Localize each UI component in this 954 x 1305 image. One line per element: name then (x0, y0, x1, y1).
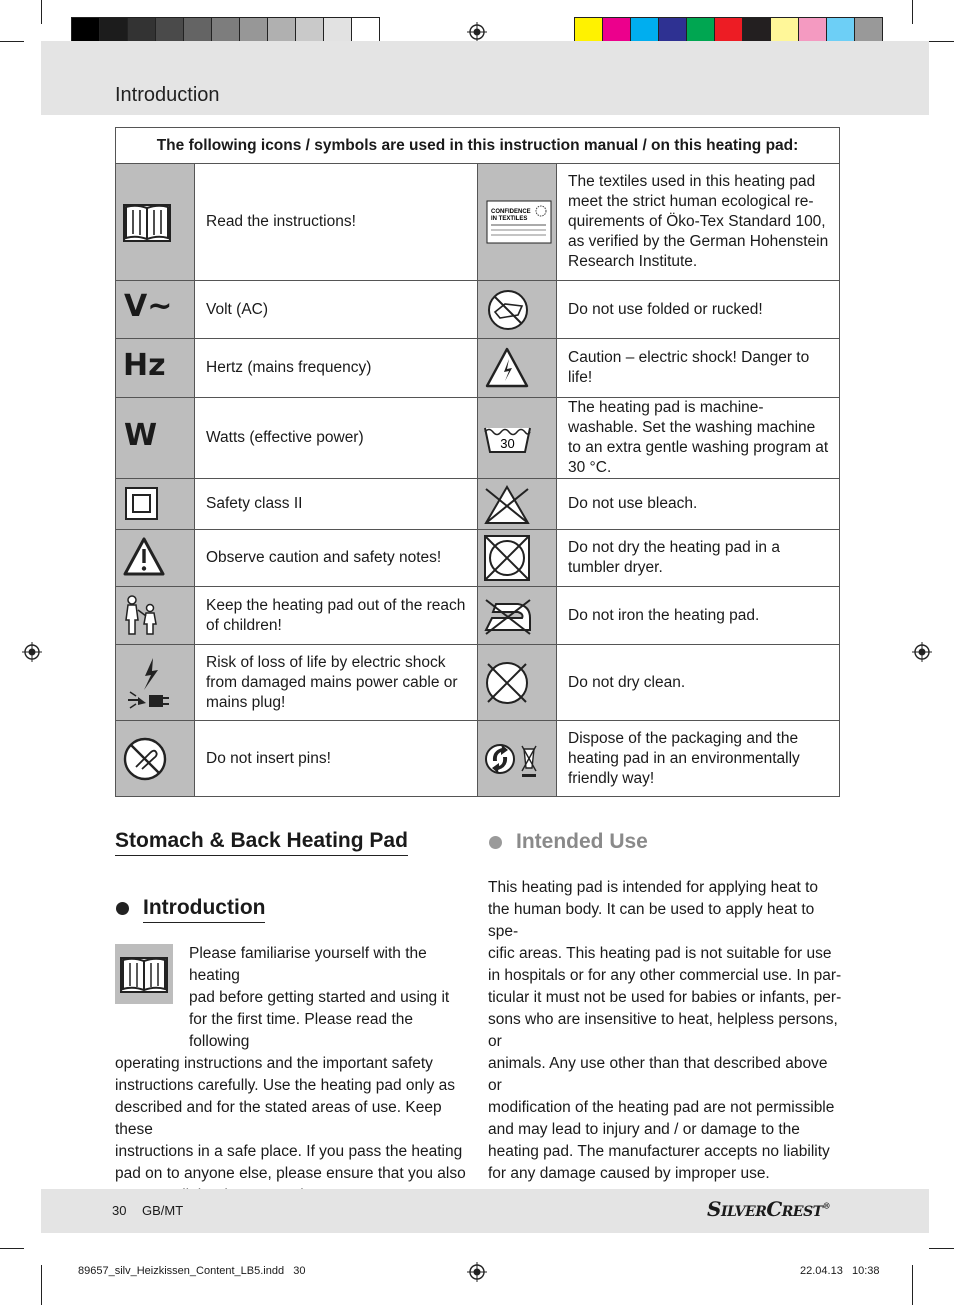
no-fold-icon (478, 281, 557, 339)
icon-description: Read the instructions! (195, 164, 478, 281)
section-bullet (489, 836, 502, 849)
icon-description: Observe caution and safety notes! (195, 530, 478, 587)
registration-mark-icon (467, 22, 487, 42)
icon-description: Caution – electric shock! Danger to life! (557, 339, 840, 398)
icon-description: Do not insert pins! (195, 721, 478, 797)
recycle-dispose-icon (478, 721, 557, 797)
table-row (116, 281, 840, 339)
table-row (116, 398, 840, 479)
caution-icon (116, 530, 195, 587)
icon-description: Watts (effective power) (195, 398, 478, 479)
icon-description: Do not iron the heating pad. (557, 587, 840, 645)
icon-description: Do not use bleach. (557, 479, 840, 530)
table-caption: The following icons / symbols are used in this instruction manual / on this heating pad: (116, 128, 840, 164)
icon-description: Hertz (mains frequency) (195, 339, 478, 398)
icon-description: The heating pad is machine-washable. Set the washing machine to an extra gentle washing program at 30 °C. (557, 398, 840, 479)
svg-text:30: 30 (500, 436, 515, 451)
icon-description: Do not use folded or rucked! (557, 281, 840, 339)
oeko-tex-line2: IN TEXTILES (491, 216, 528, 222)
crop-mark (0, 41, 24, 42)
brand-logo: SilverCrest® (707, 1197, 831, 1221)
hertz-icon: Hz (116, 339, 195, 398)
crop-mark (912, 1265, 913, 1305)
icon-description: Safety class II (195, 479, 478, 530)
no-iron-icon (478, 587, 557, 645)
page-number: 30 (112, 1203, 127, 1218)
table-row (116, 645, 840, 721)
no-tumble-dry-icon (478, 530, 557, 587)
electric-shock-warning-icon (478, 339, 557, 398)
table-row (116, 587, 840, 645)
icon-description: Risk of loss of life by electric shock from damaged mains power cable or mains plug! (195, 645, 478, 721)
no-pins-icon (116, 721, 195, 797)
icon-symbol-table (115, 127, 840, 797)
icon-description: Do not dry clean. (557, 645, 840, 721)
crop-mark (41, 0, 42, 24)
icon-description: Keep the heating pad out of the reach of children! (195, 587, 478, 645)
damaged-cable-icon (116, 645, 195, 721)
intro-heading: Introduction (143, 896, 265, 923)
section-bullet (116, 902, 129, 915)
wash-30-icon (478, 398, 557, 479)
oeko-tex-line1: CONFIDENCE (491, 209, 531, 215)
table-row (116, 479, 840, 530)
icon-description: Dispose of the packaging and the heating pad in an environmentally friendly way! (557, 721, 840, 797)
table-row (116, 164, 840, 281)
intended-use-heading: Intended Use (516, 830, 648, 853)
table-row (116, 721, 840, 797)
book-icon (116, 164, 195, 281)
intro-paragraph: Please familiarise yourself with the heating pad before getting started and using it for the first time. Please read the following operating instructions and the important safety instructions carefully. Use the heating pad only as described and for the stated areas of use. Keep these instructions in a safe place. If you pass the heating pad on to anyone else, please ensure that you also (115, 945, 466, 1182)
icon-description: The textiles used in this heating pad meet the strict human ecological re-quirements of Öko-Tex Standard 100, as verified by the German Hohenstein Research Institute. (557, 164, 840, 281)
keep-from-children-icon (116, 587, 195, 645)
table-row (116, 339, 840, 398)
safety-class-2-icon (116, 479, 195, 530)
page-title: Introduction (115, 84, 220, 106)
crop-mark (929, 41, 954, 42)
no-dry-clean-icon (478, 645, 557, 721)
registration-mark-icon (912, 642, 932, 662)
slug-timestamp: 22.04.13 10:38 (800, 1265, 880, 1277)
crop-mark (912, 0, 913, 24)
crop-mark (41, 1265, 42, 1305)
oeko-tex-label-icon (478, 164, 557, 281)
crop-mark (0, 1248, 24, 1249)
locale-label: GB/MT (142, 1203, 184, 1218)
no-bleach-icon (478, 479, 557, 530)
intended-use-paragraph: This heating pad is intended for applying heat to the human body. It can be used to apply heat to spe- cific areas. This heating pad is not suitable for use in hospitals or for any other commercial use. In par- ticular it must not be used for babies or infants, per- sons who are insensitive to heat, helpless persons, or animals. Any use other than that described above or modification of the heating pad are not permissible and may lead to injury and / or damage to the heating pad. The manufacturer accepts no liability for any damage caused by improper use. (488, 879, 842, 1182)
icon-description: Do not dry the heating pad in a tumbler dryer. (557, 530, 840, 587)
registration-mark-icon (467, 1262, 487, 1282)
volt-ac-icon: V~ (116, 281, 195, 339)
table-row (116, 530, 840, 587)
product-heading: Stomach & Back Heating Pad (115, 829, 408, 856)
slug-filename: 89657_silv_Heizkissen_Content_LB5.indd 30 (78, 1265, 306, 1277)
watts-icon: W (116, 398, 195, 479)
crop-mark (929, 1248, 954, 1249)
icon-description: Volt (AC) (195, 281, 478, 339)
registration-mark-icon (22, 642, 42, 662)
